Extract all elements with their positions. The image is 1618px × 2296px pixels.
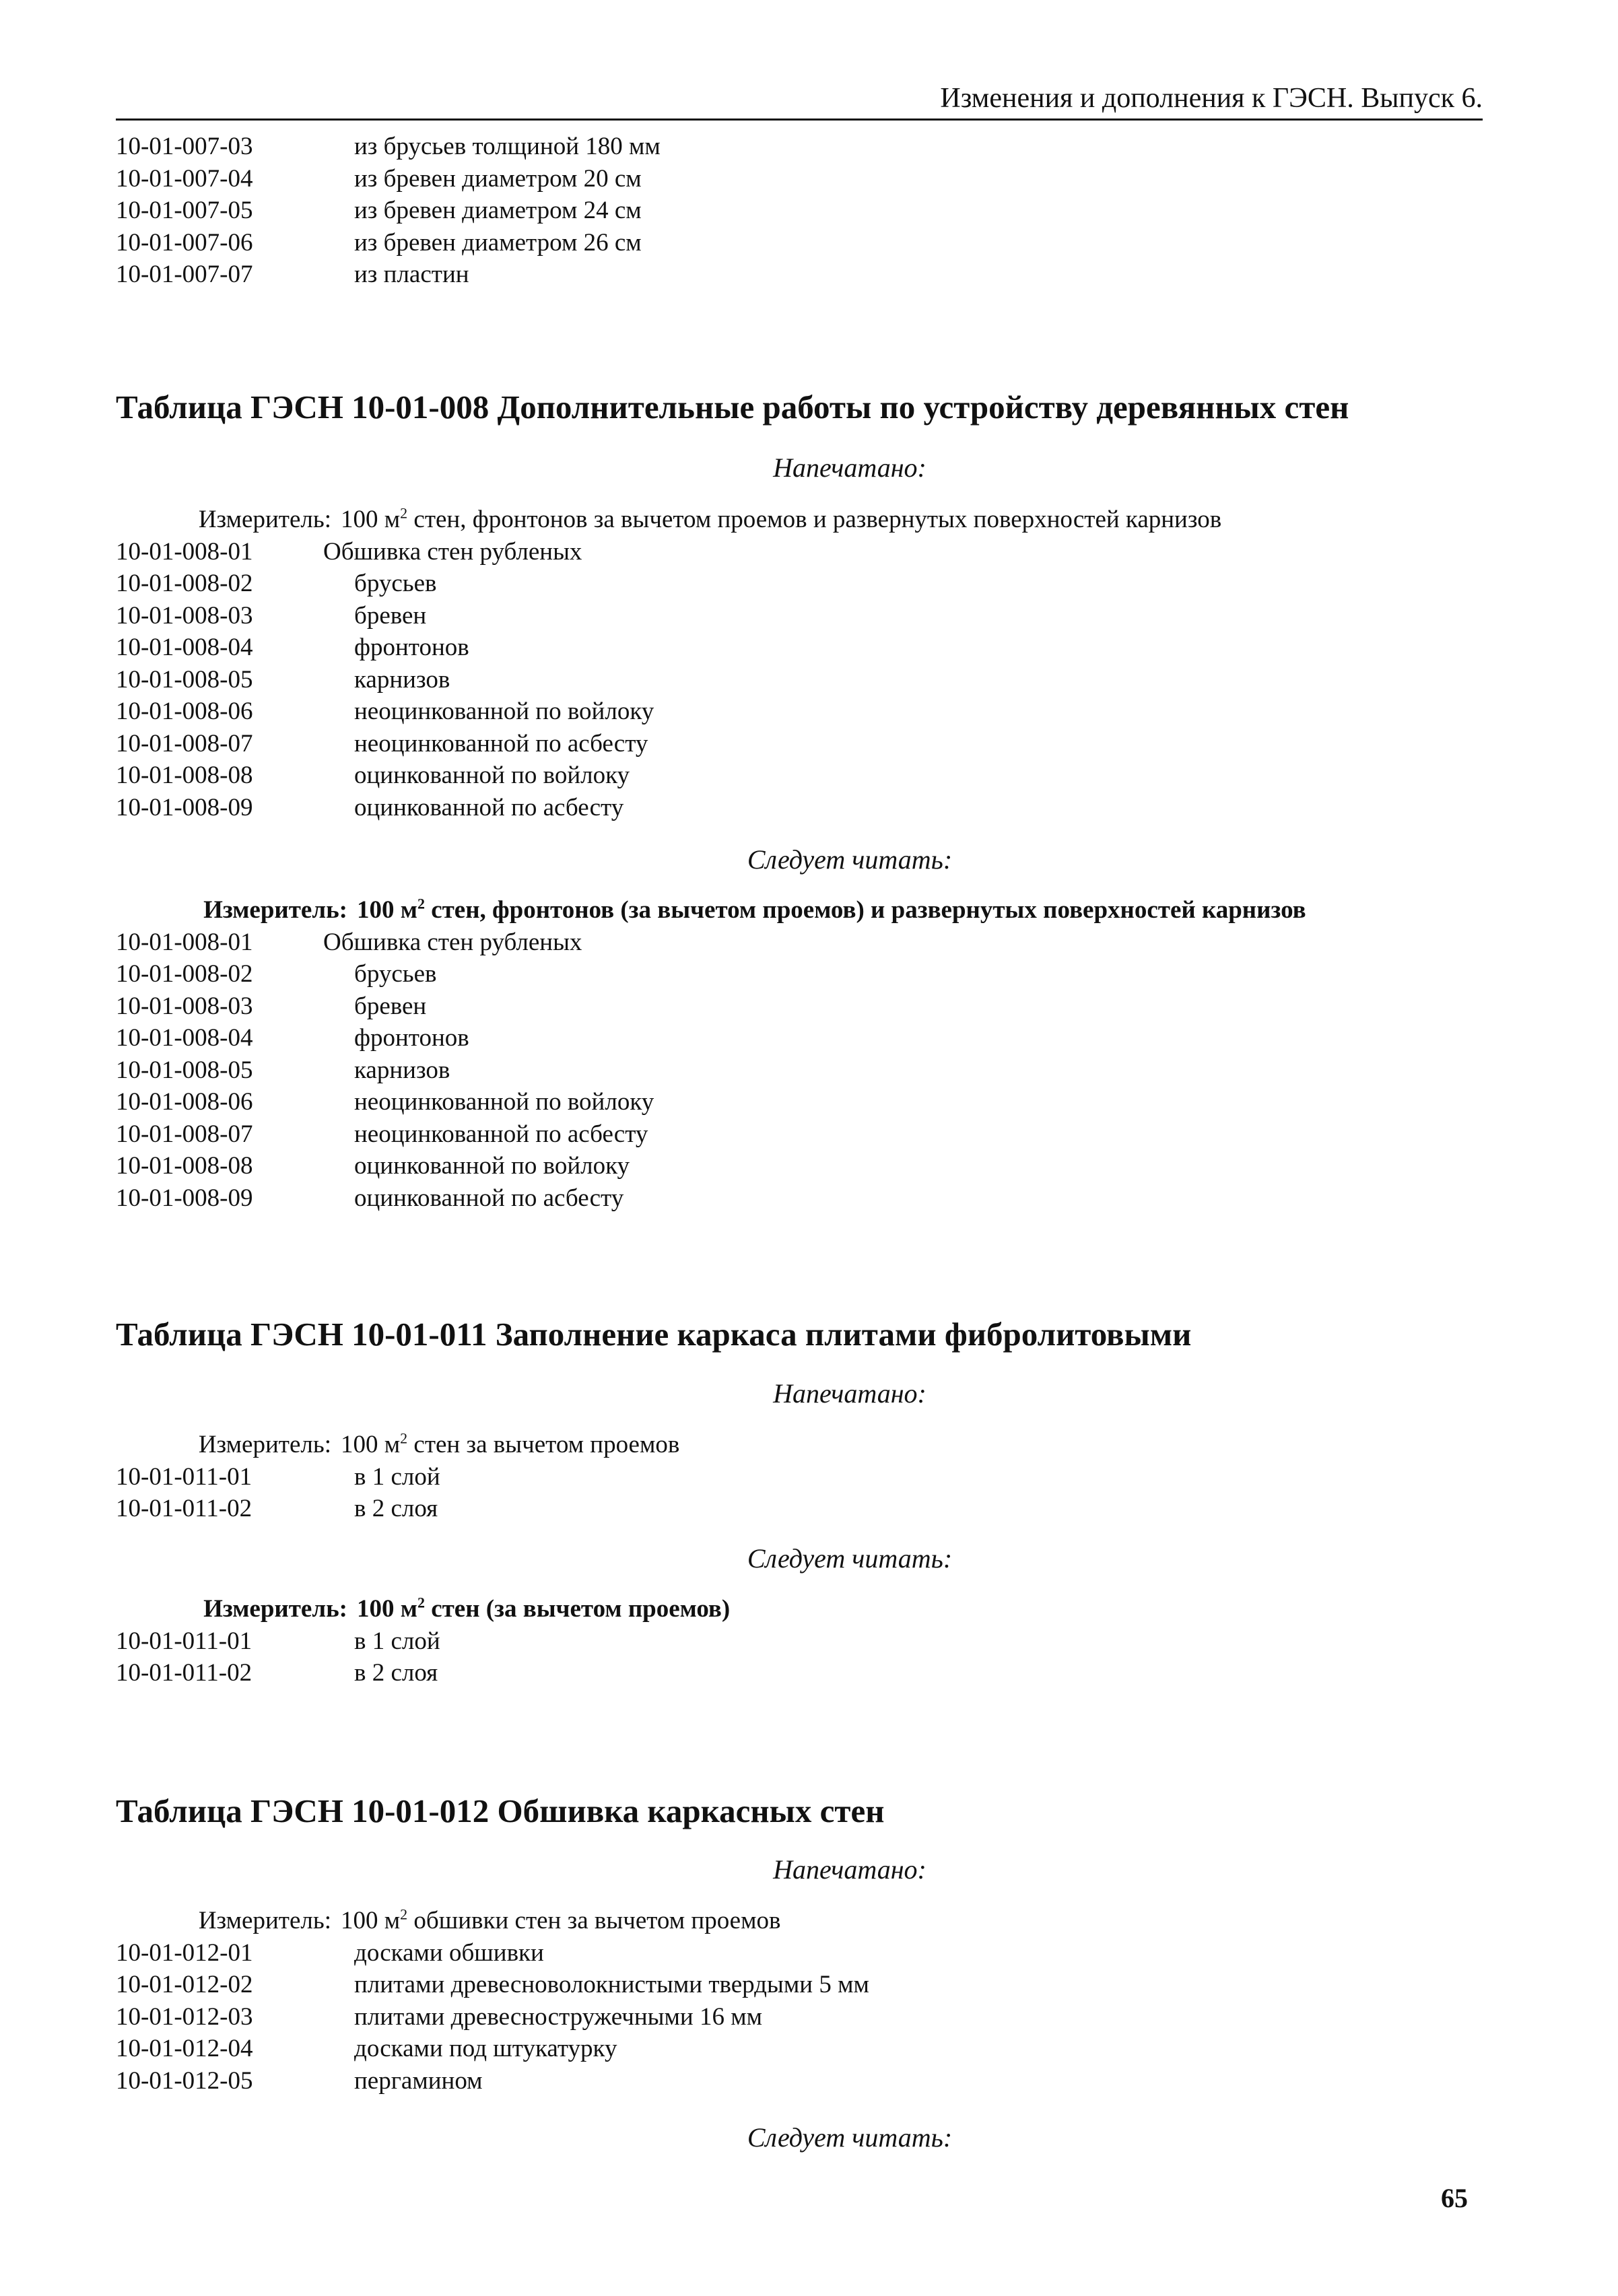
measure-row	[116, 1905, 1483, 1937]
row-desc: неоцинкованной по асбесту	[354, 729, 648, 757]
list-item	[116, 792, 1483, 824]
row-code: 10-01-012-02	[116, 1971, 253, 1998]
row-code: 10-01-008-01	[116, 928, 253, 956]
list-item	[116, 536, 1483, 568]
row-code: 10-01-008-02	[116, 960, 253, 988]
row-code: 10-01-008-05	[116, 665, 253, 694]
row-desc: Обшивка стен рубленых	[323, 928, 582, 956]
row-code: 10-01-007-04	[116, 164, 253, 193]
list-item	[116, 958, 1483, 990]
row-code: 10-01-011-01	[116, 1462, 252, 1491]
row-desc: фронтонов	[354, 634, 469, 661]
row-desc: бревен	[354, 601, 427, 630]
list-item	[116, 195, 1483, 227]
row-desc: фронтонов	[354, 1024, 469, 1052]
row-code: 10-01-008-09	[116, 1184, 253, 1212]
list-item	[116, 2065, 1483, 2097]
measure-row	[116, 1429, 1483, 1461]
row-desc: из пластин	[354, 261, 469, 288]
row-code: 10-01-012-05	[116, 2066, 253, 2095]
row-desc: из бревен диаметром 20 см	[354, 164, 642, 193]
row-code: 10-01-007-03	[116, 133, 253, 160]
list-item	[116, 696, 1483, 728]
row-code: 10-01-008-07	[116, 729, 253, 757]
row-code: 10-01-008-03	[116, 601, 253, 630]
row-code: 10-01-008-04	[116, 634, 253, 661]
row-desc: оцинкованной по асбесту	[354, 1184, 624, 1212]
list-item	[116, 1054, 1483, 1087]
measure-value: 100 $м^2$ стен, фронтонов за вычетом проемов и развернутых поверхностей карнизов	[341, 504, 1222, 533]
row-desc: досками обшивки	[354, 1938, 544, 1967]
printed-label-012: Напечатано:	[773, 1854, 926, 1885]
row-code: 10-01-008-07	[116, 1120, 253, 1148]
row-code: 10-01-007-05	[116, 197, 253, 224]
row-desc: досками под штукатурку	[354, 2035, 617, 2062]
row-desc: оцинкованной по войлоку	[354, 762, 630, 789]
row-desc: неоцинкованной по войлоку	[354, 1088, 654, 1116]
row-desc: карнизов	[354, 1056, 450, 1084]
list-item	[116, 227, 1483, 259]
row-code: 10-01-008-06	[116, 1088, 253, 1116]
list-item	[116, 1150, 1483, 1182]
list-item	[116, 990, 1483, 1023]
list-item	[116, 728, 1483, 760]
row-desc: брусьев	[354, 960, 437, 988]
read-label-008: Следует читать:	[747, 844, 953, 875]
printed-block-011	[116, 1429, 1483, 1525]
row-desc: из бревен диаметром 26 см	[354, 228, 642, 257]
list-item	[116, 2001, 1483, 2033]
printed-label-008: Напечатано:	[773, 452, 926, 483]
row-desc: плитами древесноволокнистыми твердыми 5 мм	[354, 1971, 869, 1998]
measure-label: Измеритель:	[198, 506, 331, 533]
measure-value: 100 $м^2$ стен, фронтонов (за вычетом проемов) и развернутых поверхностей карнизов	[357, 895, 1306, 924]
list-item	[116, 664, 1483, 696]
list-item	[116, 131, 1483, 163]
list-item	[116, 1657, 1483, 1689]
measure-value: 100 $м^2$ стен (за вычетом проемов)	[357, 1594, 731, 1623]
row-code: 10-01-007-06	[116, 228, 253, 257]
intro-list	[116, 131, 1483, 291]
row-desc: в 2 слоя	[354, 1659, 438, 1687]
row-code: 10-01-011-01	[116, 1627, 252, 1655]
list-item	[116, 1937, 1483, 1969]
measure-row	[116, 1593, 1483, 1625]
measure-label: Измеритель:	[198, 1907, 331, 1934]
measure-value: 100 $м^2$ стен за вычетом проемов	[341, 1429, 680, 1458]
row-desc: неоцинкованной по войлоку	[354, 698, 654, 725]
row-desc: пергамином	[354, 2066, 483, 2095]
measure-label: Измеритель:	[203, 1595, 347, 1623]
row-desc: из брусьев толщиной 180 мм	[354, 133, 661, 160]
row-code: 10-01-008-04	[116, 1024, 253, 1052]
row-code: 10-01-008-06	[116, 698, 253, 725]
row-desc: неоцинкованной по асбесту	[354, 1120, 648, 1148]
read-block-011	[116, 1593, 1483, 1689]
list-item	[116, 1086, 1483, 1118]
list-item	[116, 1969, 1483, 2001]
printed-block-012	[116, 1905, 1483, 2097]
list-item	[116, 632, 1483, 664]
row-desc: в 1 слой	[354, 1462, 440, 1491]
table-title-008: Таблица ГЭСН 10-01-008 Дополнительные работы по устройству деревянных стен	[116, 389, 1349, 426]
printed-label-011: Напечатано:	[773, 1378, 926, 1409]
row-code: 10-01-008-05	[116, 1056, 253, 1084]
list-item	[116, 759, 1483, 792]
measure-row	[116, 504, 1483, 536]
row-desc: карнизов	[354, 665, 450, 694]
printed-block-008	[116, 504, 1483, 823]
measure-value: 100 $м^2$ обшивки стен за вычетом проемов	[341, 1905, 781, 1934]
row-code: 10-01-008-02	[116, 570, 253, 597]
page-number: 65	[1441, 2183, 1468, 2213]
row-desc: из бревен диаметром 24 см	[354, 197, 642, 224]
list-item	[116, 568, 1483, 600]
row-code: 10-01-012-03	[116, 2002, 253, 2031]
list-item	[116, 2033, 1483, 2065]
row-desc: оцинкованной по войлоку	[354, 1152, 630, 1180]
row-desc: в 1 слой	[354, 1627, 440, 1655]
row-code: 10-01-011-02	[116, 1659, 252, 1687]
list-item	[116, 1022, 1483, 1054]
measure-label: Измеритель:	[203, 896, 347, 924]
row-desc: оцинкованной по асбесту	[354, 793, 624, 821]
row-code: 10-01-008-03	[116, 992, 253, 1020]
list-item	[116, 926, 1483, 959]
list-item	[116, 1625, 1483, 1658]
list-item	[116, 259, 1483, 291]
measure-label: Измеритель:	[198, 1431, 331, 1458]
list-item	[116, 1461, 1483, 1493]
read-label-012: Следует читать:	[747, 2122, 953, 2153]
list-item	[116, 600, 1483, 632]
row-code: 10-01-007-07	[116, 261, 253, 288]
list-item	[116, 1493, 1483, 1525]
row-code: 10-01-012-04	[116, 2035, 253, 2062]
list-item	[116, 163, 1483, 195]
list-item	[116, 1118, 1483, 1151]
row-desc: брусьев	[354, 570, 437, 597]
row-code: 10-01-008-01	[116, 537, 253, 566]
row-desc: Обшивка стен рубленых	[323, 537, 582, 566]
row-desc: бревен	[354, 992, 427, 1020]
read-block-008	[116, 894, 1483, 1214]
running-header: Изменения и дополнения к ГЭСН. Выпуск 6.	[116, 79, 1483, 121]
row-code: 10-01-008-08	[116, 1152, 253, 1180]
row-code: 10-01-012-01	[116, 1938, 253, 1967]
list-item	[116, 1182, 1483, 1215]
row-desc: плитами древесностружечными 16 мм	[354, 2002, 763, 2031]
row-code: 10-01-008-09	[116, 793, 253, 821]
read-label-011: Следует читать:	[747, 1543, 953, 1574]
row-desc: в 2 слоя	[354, 1495, 438, 1522]
measure-row	[116, 894, 1483, 926]
row-code: 10-01-011-02	[116, 1495, 252, 1522]
table-title-012: Таблица ГЭСН 10-01-012 Обшивка каркасных стен	[116, 1792, 885, 1829]
row-code: 10-01-008-08	[116, 762, 253, 789]
table-title-011: Таблица ГЭСН 10-01-011 Заполнение каркаса плитами фибролитовыми	[116, 1316, 1192, 1353]
